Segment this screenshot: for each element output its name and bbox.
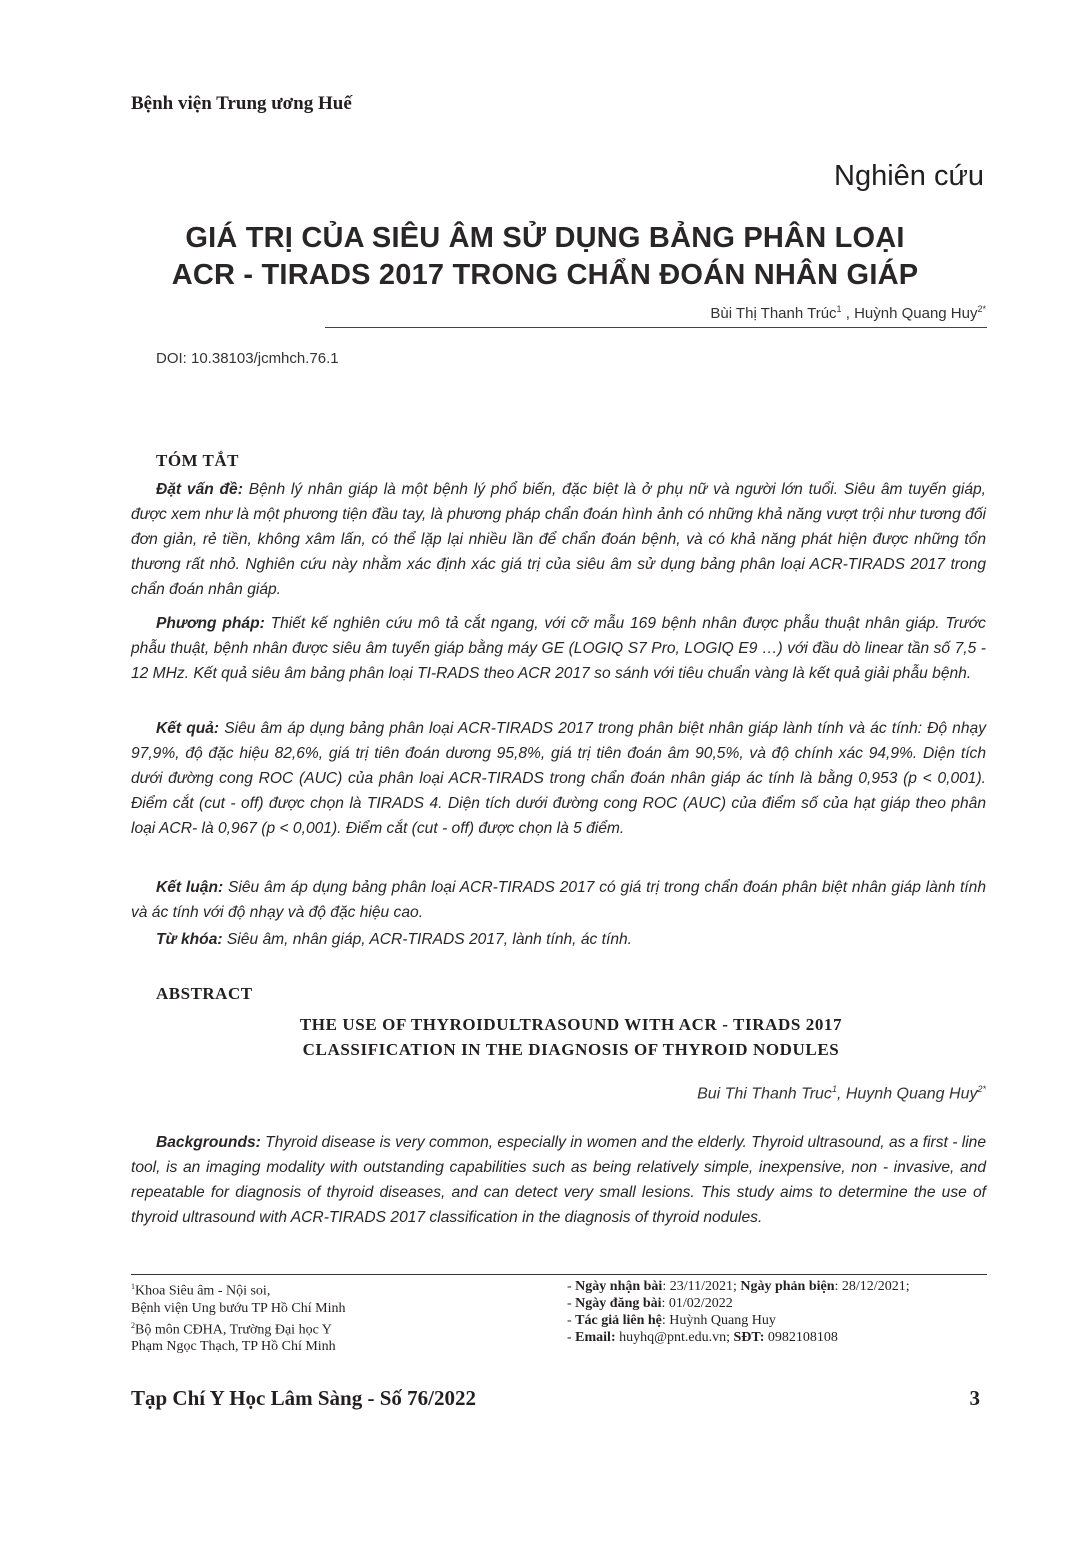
affiliations	[131, 1278, 531, 1355]
affiliation-1-line-2: Bệnh viện Ung bướu TP Hồ Chí Minh	[131, 1300, 346, 1316]
article-title-line-2: ACR - TIRADS 2017 TRONG CHẨN ĐOÁN NHÂN GIÁP	[171, 259, 919, 291]
paragraph-text: Siêu âm, nhân giáp, ACR-TIRADS 2017, lành tính, ác tính.	[222, 931, 632, 948]
affiliation-marker: 1	[131, 1282, 135, 1291]
author-2: Huỳnh Quang Huy	[854, 305, 978, 322]
article-title-line-1: GIÁ TRỊ CỦA SIÊU ÂM SỬ DỤNG BẢNG PHÂN LOẠI	[185, 222, 905, 254]
author-2-affiliation: 2*	[977, 1084, 986, 1094]
paragraph-text: Siêu âm áp dụng bảng phân loại ACR-TIRADS 2017 trong phân biệt nhân giáp lành tính và ác tính: Độ nhạy 97,9%, độ đặc hiệu 82,6%, giá trị tiên đoán dương 95,8%, giá trị tiên đoán âm 90,5%, và độ chính xác 94,9%. Diện tích dưới đường cong ROC (AUC) của phân loại ACR-TIRADS trong chẩn đoán nhân giáp ác tính là bằng 0,953 (p < 0,001). Điểm cắt (cut - off) được chọn là TIRADS 4. Diện tích dưới đường cong ROC (AUC) của điểm số của hạt giáp theo phân loại ACR- là 0,967 (p < 0,001). Điểm cắt (cut - off) được chọn là 5 điểm.	[131, 720, 987, 837]
article-dates	[567, 1278, 1007, 1346]
paragraph-label: Từ khóa:	[156, 931, 223, 948]
author-1-affiliation: 1	[836, 304, 842, 314]
paragraph-label: Đặt vấn đề:	[156, 481, 243, 498]
phone-value: 0982108108	[764, 1330, 838, 1345]
affiliation-text: Khoa Siêu âm - Nội soi,	[135, 1283, 271, 1299]
paragraph-label: Phương pháp:	[156, 615, 265, 632]
summary-heading: TÓM TẮT	[156, 451, 240, 470]
affiliation-1-line-1	[131, 1278, 531, 1300]
affiliation-2-line-1	[131, 1317, 531, 1339]
paragraph-text: Thiết kế nghiên cứu mô tả cắt ngang, với cỡ mẫu 169 bệnh nhân được phẫu thuật nhân giáp. Trước phẫu thuật, bệnh nhân được siêu âm tuyến giáp bằng máy GE (LOGIQ S7 Pro, LOGIQ E9 …) với đầu dò linear tần số 7,5 - 12 MHz. Kết quả siêu âm bảng phân loại TI-RADS theo ACR 2017 so sánh với tiêu chuẩn vàng là kết quả giải phẫu bệnh.	[131, 615, 986, 682]
running-header: Bệnh viện Trung ương Huế	[131, 93, 352, 114]
email-value: huyhq@pnt.edu.vn;	[615, 1330, 734, 1345]
author-1: Bùi Thị Thanh Trúc	[710, 305, 837, 322]
summary-methods-paragraph	[131, 611, 986, 686]
article-title	[100, 220, 990, 294]
english-title-line-2: CLASSIFICATION IN THE DIAGNOSIS OF THYROID NODULES	[302, 1040, 840, 1059]
summary-results-paragraph	[131, 716, 986, 841]
paragraph-text: Siêu âm áp dụng bảng phân loại ACR-TIRADS 2017 có giá trị trong chẩn đoán phân biệt nhân giáp lành tính và ác tính với độ nhạy và độ đặc hiệu cao.	[131, 879, 986, 921]
affiliation-2-line-2: Phạm Ngọc Thạch, TP Hồ Chí Minh	[131, 1339, 336, 1355]
published-label: Ngày đăng bài	[575, 1296, 662, 1311]
author-2: Huynh Quang Huy	[845, 1085, 978, 1103]
abstract-background-paragraph	[131, 1130, 986, 1230]
review-value: : 28/12/2021;	[834, 1279, 910, 1294]
author-1: Bui Thi Thanh Truc	[697, 1085, 832, 1103]
published-value: : 01/02/2022	[661, 1296, 733, 1311]
received-date: - Ngày nhận bài: 23/11/2021; Ngày phản biện: 28/12/2021;	[567, 1279, 910, 1294]
authors-vietnamese	[710, 304, 986, 322]
paragraph-text: Thyroid disease is very common, especially in women and the elderly. Thyroid ultrasound, as a first - line tool, is an imaging modality with outstanding capabilities such as being relatively simple, inexpensive, non - invasive, and repeatable for diagnosis of thyroid diseases, and can detect very small lesions. This study aims to determine the use of thyroid ultrasound with ACR-TIRADS 2017 classification in the diagnosis of thyroid nodules.	[131, 1134, 986, 1226]
author-separator: ,	[841, 305, 855, 322]
page-number: 3	[969, 1386, 980, 1410]
corresponding-label: Tác giả liên hệ	[575, 1313, 662, 1328]
contact: - Email: huyhq@pnt.edu.vn; SĐT: 0982108108	[567, 1330, 838, 1345]
doi: DOI: 10.38103/jcmhch.76.1	[156, 350, 339, 367]
author-separator: ,	[836, 1085, 846, 1103]
paragraph-label: Kết quả:	[156, 720, 220, 737]
english-title-line-1: THE USE OF THYROIDULTRASOUND WITH ACR - TIRADS 2017	[299, 1015, 843, 1034]
corresponding-author: - Tác giả liên hệ: Huỳnh Quang Huy	[567, 1313, 776, 1328]
english-title	[131, 1012, 1011, 1062]
paragraph-text: Bệnh lý nhân giáp là một bệnh lý phổ biến, đặc biệt là ở phụ nữ và người lớn tuổi. Siêu âm tuyến giáp, được xem như là một phương tiện đầu tay, là phương pháp chẩn đoán hình ảnh có những khả năng vượt trội như tương đối đơn giản, rẻ tiền, không xâm lấn, có thể lặp lại nhiều lần để chẩn đoán bệnh, và có khả năng phát hiện được những tổn thương rất nhỏ. Nghiên cứu này nhằm xác định xác giá trị của siêu âm sử dụng bảng phân loại ACR-TIRADS 2017 trong chẩn đoán nhân giáp.	[131, 481, 987, 598]
journal-footer: Tạp Chí Y Học Lâm Sàng - Số 76/2022	[131, 1386, 476, 1410]
email-label: Email:	[575, 1330, 616, 1345]
summary-conclusion-paragraph	[131, 875, 986, 925]
affiliation-marker: 2	[131, 1320, 135, 1330]
published-date: - Ngày đăng bài: 01/02/2022	[567, 1296, 733, 1311]
abstract-heading: ABSTRACT	[156, 984, 253, 1003]
received-value: : 23/11/2021;	[662, 1279, 741, 1294]
title-divider	[325, 327, 987, 328]
review-label: Ngày phản biện	[740, 1279, 835, 1294]
corresponding-value: : Huỳnh Quang Huy	[661, 1313, 776, 1328]
summary-background-paragraph	[131, 477, 986, 602]
summary-keywords-paragraph	[131, 927, 986, 952]
paragraph-label: Backgrounds:	[156, 1134, 261, 1151]
affiliation-text: Bộ môn CĐHA, Trường Đại học Y	[135, 1322, 332, 1338]
paragraph-label: Kết luận:	[156, 879, 224, 896]
footnote-divider	[131, 1274, 987, 1275]
section-label: Nghiên cứu	[834, 160, 984, 192]
author-2-affiliation: 2*	[977, 304, 986, 314]
phone-label: SĐT:	[733, 1330, 765, 1345]
author-1-affiliation: 1	[831, 1084, 837, 1094]
received-label: Ngày nhận bài	[575, 1279, 663, 1294]
authors-english	[697, 1084, 986, 1103]
